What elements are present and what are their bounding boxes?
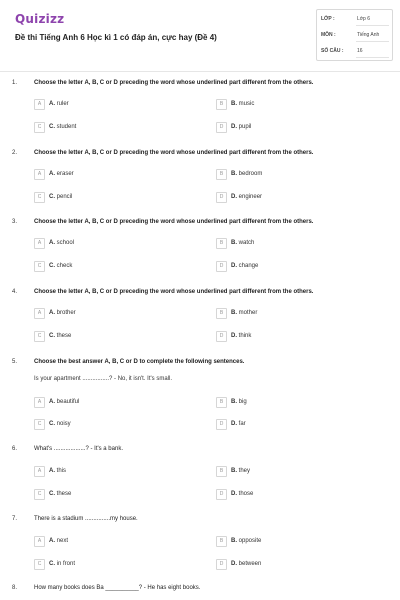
option-letter-box: C bbox=[34, 331, 45, 342]
option-label: C. bbox=[49, 421, 55, 427]
worksheet-title: Đề thi Tiếng Anh 6 Học kì 1 có đáp án, cực hay (Đề 4) bbox=[15, 33, 217, 42]
option-value: change bbox=[238, 263, 259, 269]
info-value: Lớp 6 bbox=[357, 16, 371, 22]
question-text: What's ...................? - It's a bank. bbox=[34, 446, 123, 452]
question-text: Choose the letter A, B, C or D preceding the word whose underlined part different from the others. bbox=[34, 219, 314, 225]
option-label: D. bbox=[231, 561, 237, 567]
option-label: B. bbox=[231, 538, 237, 544]
option-label: D. bbox=[231, 263, 237, 269]
option-label: A. bbox=[49, 240, 55, 246]
info-key: LỚP : bbox=[321, 16, 335, 22]
worksheet-header bbox=[0, 0, 400, 64]
option-letter-box: C bbox=[34, 261, 45, 272]
option-value: noisy bbox=[56, 421, 71, 427]
option-letter-box: A bbox=[34, 169, 45, 180]
option-value: pupil bbox=[238, 124, 252, 130]
option-label: C. bbox=[49, 333, 55, 339]
question-sentence: Is your apartment ................? - No, it isn't. It's small. bbox=[34, 376, 172, 382]
info-key: MÔN : bbox=[321, 32, 336, 38]
option-letter-box: D bbox=[216, 559, 227, 570]
question-number: 2. bbox=[12, 150, 18, 156]
option-letter-box: D bbox=[216, 261, 227, 272]
option-label: A. bbox=[49, 310, 55, 316]
option-label: D. bbox=[231, 491, 237, 497]
option-letter-box: B bbox=[216, 308, 227, 319]
option-label: C. bbox=[49, 561, 55, 567]
option-letter-box: B bbox=[216, 99, 227, 110]
option-value: these bbox=[56, 333, 72, 339]
option-value: these bbox=[56, 491, 72, 497]
question-number: 5. bbox=[12, 359, 18, 365]
option-letter-box: A bbox=[34, 308, 45, 319]
info-value: Tiếng Anh bbox=[357, 32, 380, 38]
option-letter-box: A bbox=[34, 466, 45, 477]
question-text: Choose the best answer A, B, C or D to complete the following sentences. bbox=[34, 359, 245, 365]
option-value: student bbox=[56, 124, 77, 130]
option-value: they bbox=[238, 468, 251, 474]
option-label: C. bbox=[49, 124, 55, 130]
option-letter-box: B bbox=[216, 169, 227, 180]
info-value: 16 bbox=[357, 48, 363, 54]
info-key: SỐ CÂU : bbox=[321, 48, 344, 54]
option-letter-box: A bbox=[34, 238, 45, 249]
option-label: A. bbox=[49, 101, 55, 107]
question-number: 3. bbox=[12, 219, 18, 225]
option-letter-box: C bbox=[34, 419, 45, 430]
option-label: B. bbox=[231, 240, 237, 246]
option-letter-box: C bbox=[34, 559, 45, 570]
question-number: 8. bbox=[12, 585, 18, 591]
option-value: think bbox=[238, 333, 252, 339]
option-value: this bbox=[56, 468, 67, 474]
option-letter-box: D bbox=[216, 331, 227, 342]
option-label: B. bbox=[231, 399, 237, 405]
question-text: Choose the letter A, B, C or D preceding the word whose underlined part different from the others. bbox=[34, 289, 314, 295]
option-label: B. bbox=[231, 101, 237, 107]
option-value: bedroom bbox=[238, 171, 263, 177]
option-value: eraser bbox=[56, 171, 74, 177]
option-label: A. bbox=[49, 399, 55, 405]
option-value: big bbox=[238, 399, 247, 405]
option-letter-box: B bbox=[216, 536, 227, 547]
question-text: There is a stadium ...............my house. bbox=[34, 516, 138, 522]
info-row-question-count bbox=[321, 46, 391, 58]
option-value: pencil bbox=[56, 194, 73, 200]
option-letter-box: D bbox=[216, 489, 227, 500]
option-label: D. bbox=[231, 333, 237, 339]
option-label: B. bbox=[231, 171, 237, 177]
question-text: How many books does Ba __________? - He has eight books. bbox=[34, 585, 201, 591]
option-label: B. bbox=[231, 468, 237, 474]
header-divider bbox=[0, 71, 400, 72]
option-letter-box: B bbox=[216, 466, 227, 477]
option-label: C. bbox=[49, 491, 55, 497]
option-value: beautiful bbox=[56, 399, 80, 405]
option-letter-box: C bbox=[34, 489, 45, 500]
option-value: brother bbox=[56, 310, 76, 316]
option-value: ruler bbox=[56, 101, 69, 107]
option-value: music bbox=[238, 101, 255, 107]
option-letter-box: C bbox=[34, 122, 45, 133]
option-value: school bbox=[56, 240, 75, 246]
question-text: Choose the letter A, B, C or D preceding the word whose underlined part different from the others. bbox=[34, 80, 314, 86]
option-value: far bbox=[238, 421, 246, 427]
option-value: check bbox=[56, 263, 73, 269]
option-label: D. bbox=[231, 421, 237, 427]
option-label: A. bbox=[49, 468, 55, 474]
option-label: D. bbox=[231, 194, 237, 200]
option-letter-box: A bbox=[34, 99, 45, 110]
option-label: A. bbox=[49, 171, 55, 177]
option-value: next bbox=[56, 538, 69, 544]
option-label: B. bbox=[231, 310, 237, 316]
question-number: 1. bbox=[12, 80, 18, 86]
option-value: engineer bbox=[238, 194, 263, 200]
option-label: D. bbox=[231, 124, 237, 130]
option-letter-box: A bbox=[34, 397, 45, 408]
option-value: watch bbox=[238, 240, 255, 246]
question-number: 6. bbox=[12, 446, 18, 452]
option-letter-box: B bbox=[216, 238, 227, 249]
option-letter-box: D bbox=[216, 419, 227, 430]
option-letter-box: D bbox=[216, 122, 227, 133]
question-number: 7. bbox=[12, 516, 18, 522]
option-label: C. bbox=[49, 194, 55, 200]
option-letter-box: D bbox=[216, 192, 227, 203]
question-text: Choose the letter A, B, C or D preceding the word whose underlined part different from the others. bbox=[34, 150, 314, 156]
quizizz-logo: Quizizz bbox=[15, 12, 65, 26]
option-label: A. bbox=[49, 538, 55, 544]
option-value: mother bbox=[238, 310, 258, 316]
option-value: between bbox=[238, 561, 262, 567]
info-row-subject bbox=[321, 30, 391, 42]
option-label: C. bbox=[49, 263, 55, 269]
worksheet-info-box bbox=[316, 9, 393, 61]
question-number: 4. bbox=[12, 289, 18, 295]
option-letter-box: A bbox=[34, 536, 45, 547]
option-letter-box: C bbox=[34, 192, 45, 203]
option-value: in front bbox=[56, 561, 76, 567]
info-row-class bbox=[321, 14, 391, 26]
option-value: those bbox=[238, 491, 254, 497]
option-value: opposite bbox=[238, 538, 262, 544]
option-letter-box: B bbox=[216, 397, 227, 408]
